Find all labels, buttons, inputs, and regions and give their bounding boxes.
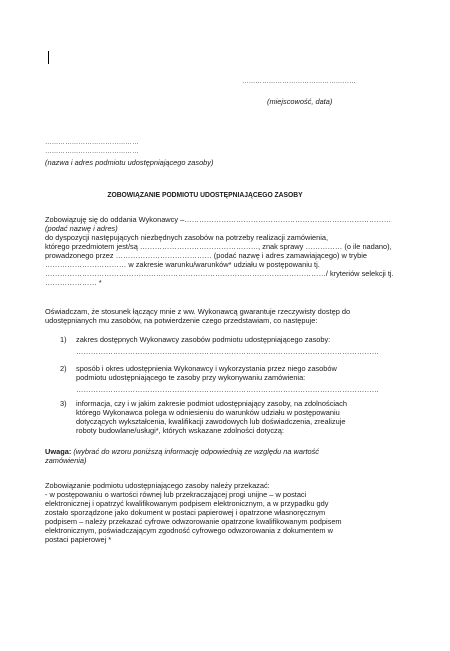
para1-line7: ……………………………………………………………………………………………………/ kryteriów selekcji tj. [45, 269, 394, 278]
para3-line3: elektronicznej i opatrzyć kwalifikowanym podpisem elektronicznym, a w przypadku gdy [45, 499, 329, 508]
list-item-2-number: 2) [60, 364, 67, 373]
para1-line3: do dyspozycji następujących niezbędnych zasobów na potrzeby realizacji zamówienia, [45, 233, 329, 242]
list-item-1-text: zakres dostępnych Wykonawcy zasobów podmiotu udostępniającego zasoby: [76, 335, 331, 344]
list-item-3-text-4: roboty budowlane/usługi*, których wskazane zdolności dotyczą: [76, 426, 284, 435]
para2-line1: Oświadczam, że stosunek łączący mnie z ww. Wykonawcą gwarantuje rzeczywisty dostęp do [45, 307, 351, 316]
para2-line2: udostępnianych mu zasobów, na potwierdzenie czego przedstawiam, co następuje: [45, 316, 318, 325]
list-item-2-text-2: podmiotu udostępniającego te zasoby przy wykonywaniu zamówienia: [76, 373, 306, 382]
list-item-3-text-1: informacja, czy i w jakim zakresie podmiot udostępniający zasoby, na zdolnościach [76, 399, 347, 408]
para1-line2: (podać nazwę i adres) [45, 224, 118, 233]
document-title: ZOBOWIĄZANIE PODMIOTU UDOSTĘPNIAJĄCEGO ZASOBY [107, 190, 303, 199]
para1-line8: ………………… * [45, 278, 102, 287]
note-text-1: (wybrać do wzoru poniższą informację odpowiednią ze względu na wartość [71, 447, 320, 456]
note-line-1 [45, 447, 319, 456]
text-cursor [48, 51, 49, 64]
para3-line7: postaci papierowej * [45, 535, 112, 544]
list-item-1-number: 1) [60, 335, 67, 344]
entity-dots-1[interactable]: …………………………………… [45, 139, 139, 146]
para3-line4: zostało sporządzone jako dokument w postaci papierowej i opatrzone własnoręcznym [45, 508, 326, 517]
list-item-3-number: 3) [60, 399, 67, 408]
para3-line5: podpisem – należy przekazać cyfrowe odwzorowanie opatrzone kwalifikowanym podpisem [45, 517, 342, 526]
list-item-1-dots[interactable]: …………………………………………………………………………………………………………… [76, 347, 380, 356]
para3-line1: Zobowiązanie podmiotu udostępniającego zasoby należy przekazać: [45, 481, 270, 490]
para3-line2: - w postępowaniu o wartości równej lub przekraczającej progi unijne – w postaci [45, 490, 307, 499]
para1-line4: którego przedmiotem jest/są …………………………………………, znak sprawy …………… (o ile nadano), [45, 242, 392, 251]
list-item-3-text-2: którego Wykonawca polega w odniesieniu do warunków udziału w postępowaniu [76, 408, 340, 417]
para3-line6: elektronicznym, poświadczającym zgodność cyfrowego odwzorowania z dokumentem w [45, 526, 333, 535]
entity-dots-2[interactable]: …………………………………… [45, 148, 139, 155]
para1-line1: Zobowiązuję się do oddania Wykonawcy –………………………………………………………………………… [45, 215, 392, 224]
para1-line5: prowadzonego przez ………………………………… (podać nazwę i adres zamawiającego) w trybie [45, 251, 368, 260]
note-label: Uwaga: [45, 447, 72, 456]
entity-label: (nazwa i adres podmiotu udostępniającego zasoby) [45, 158, 214, 167]
list-item-3-text-3: dotyczących wykształcenia, kwalifikacji zawodowych lub doświadczenia, zrealizuje [76, 417, 346, 426]
list-item-2-text-1: sposób i okres udostępnienia Wykonawcy i wykorzystania przez niego zasobów [76, 364, 337, 373]
note-text-2: zamówienia) [45, 456, 87, 465]
list-item-2-dots[interactable]: …………………………………………………………………………………………………………… [76, 385, 380, 394]
place-date-dots[interactable]: …………………………………………… [242, 78, 356, 85]
para1-line6: …………………………… w zakresie warunku/warunków* udziału w postępowaniu tj. [45, 260, 320, 269]
place-date-label: (miejscowość, data) [267, 97, 333, 106]
